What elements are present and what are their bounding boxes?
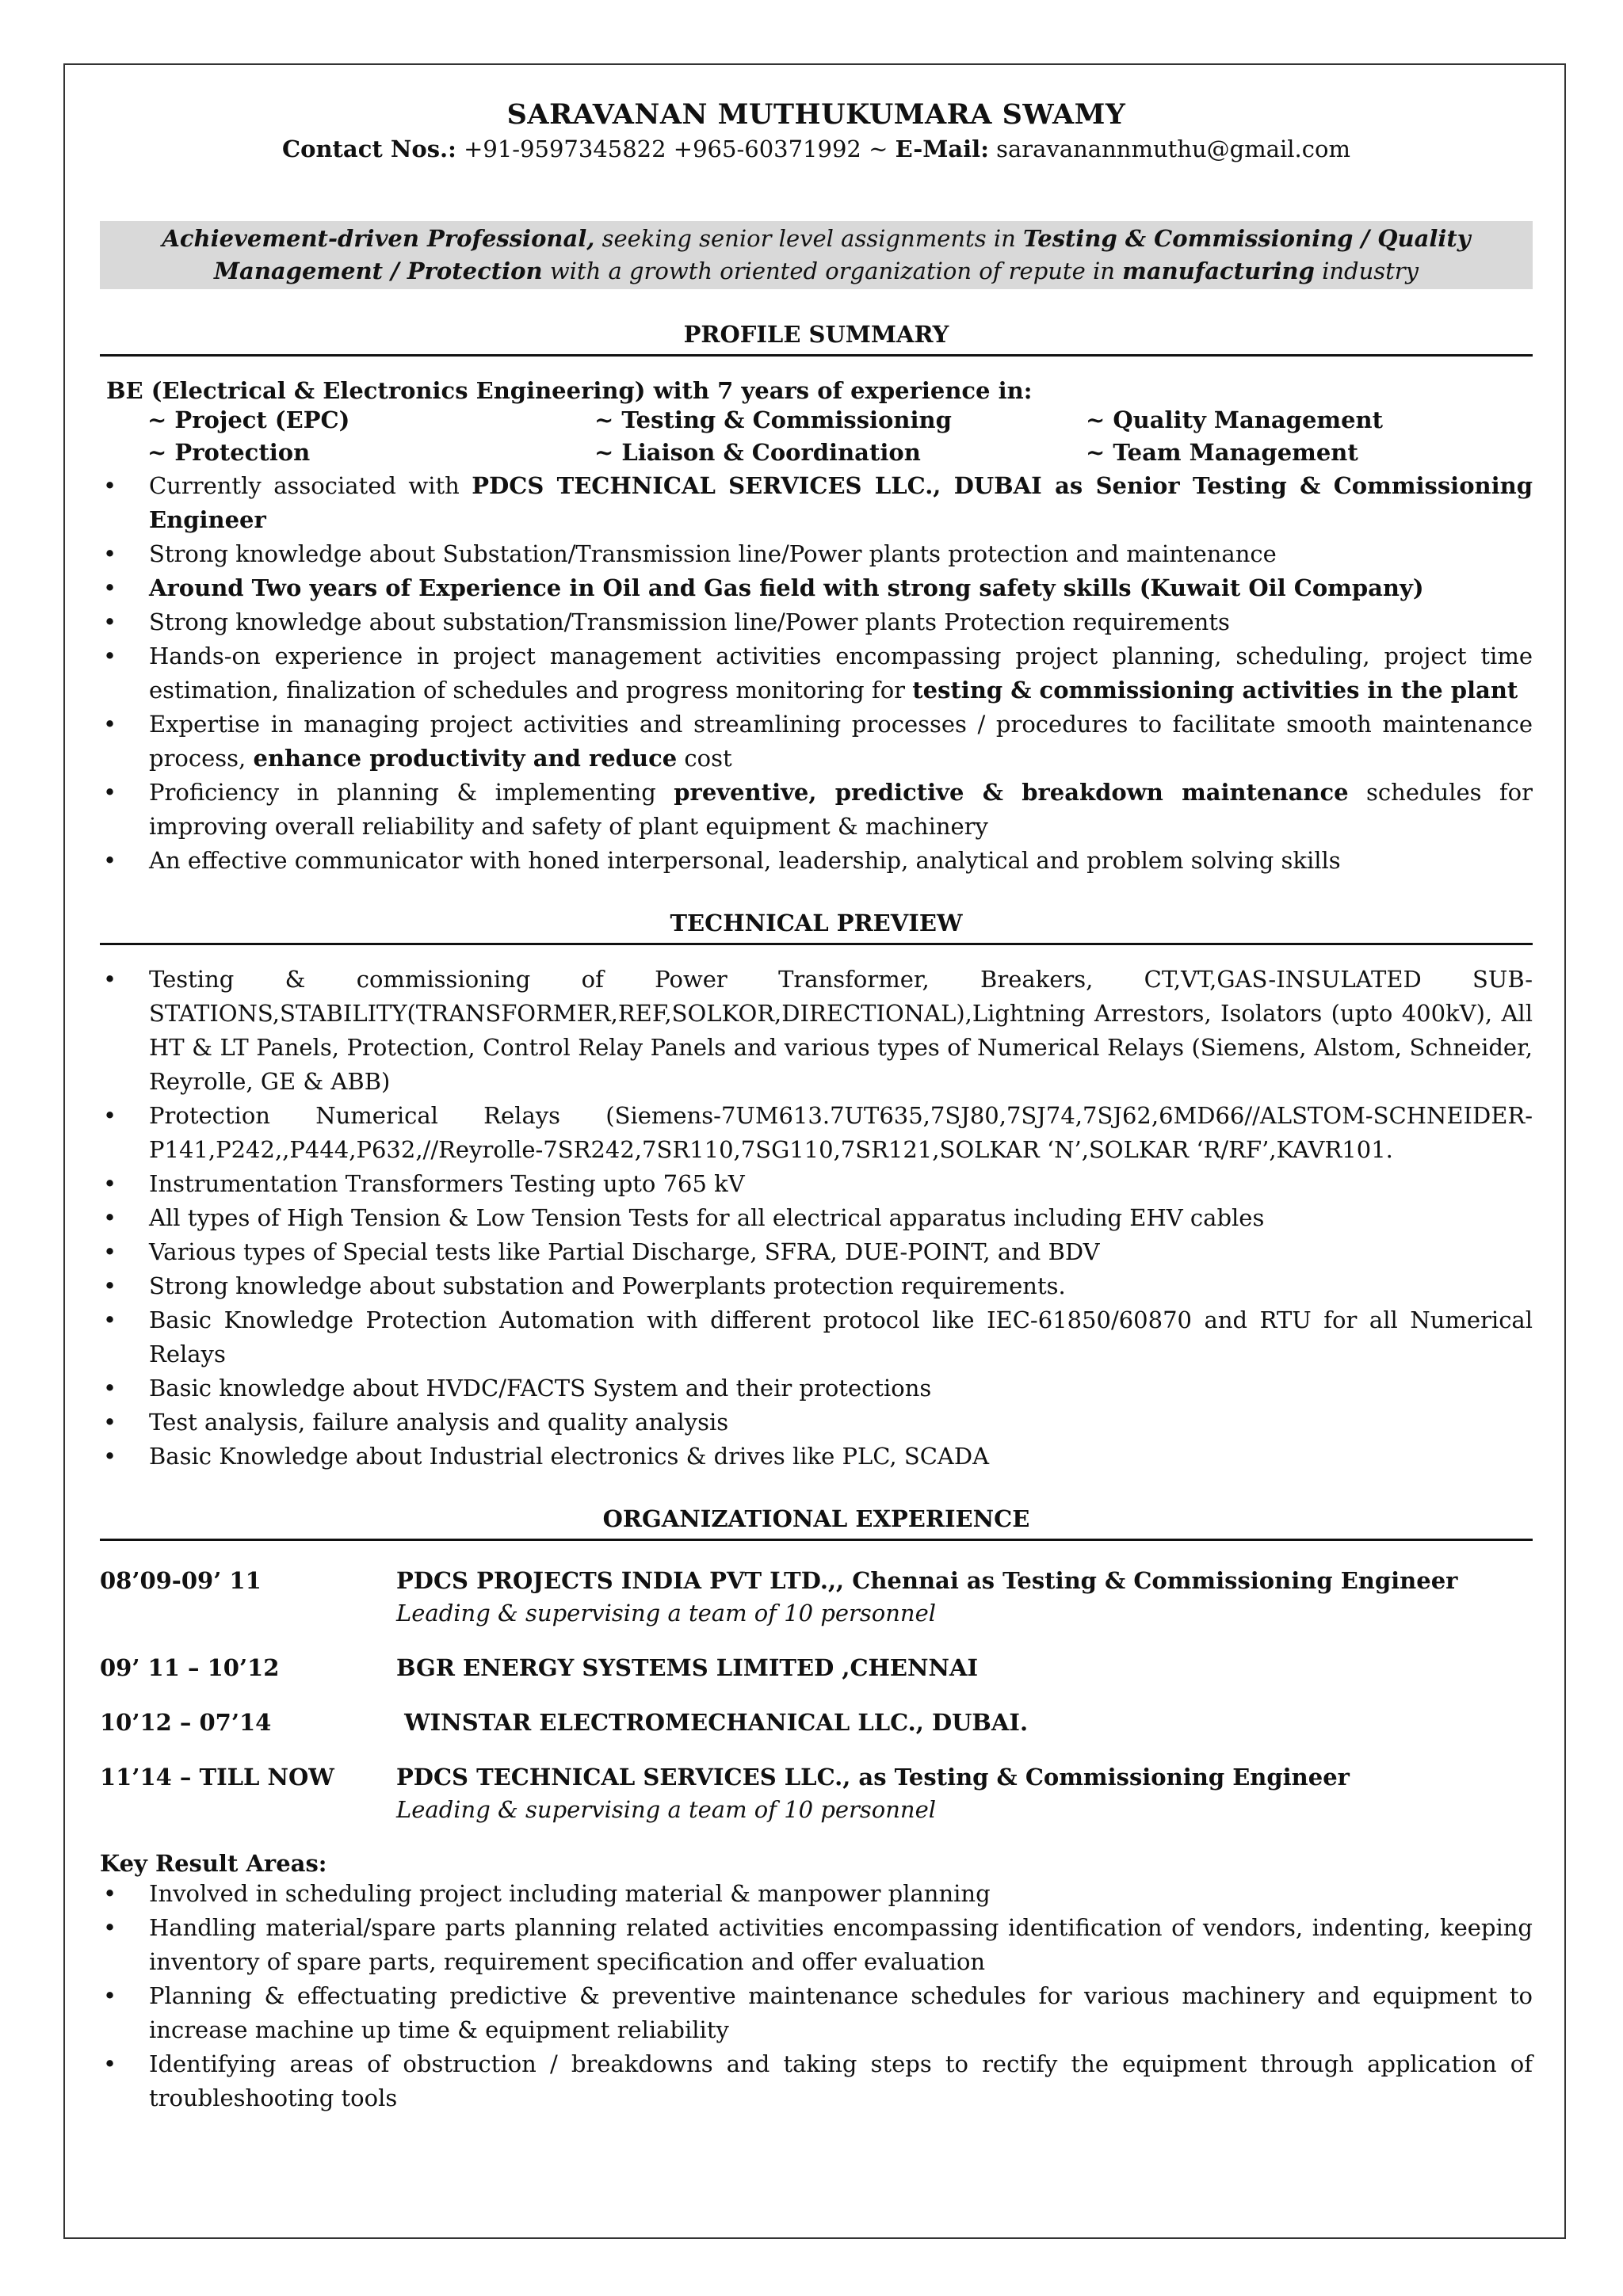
experience-entry [100,1707,1533,1739]
experience-entry [100,1652,1533,1684]
list-item: • Basic Knowledge about Industrial electronics & drives like PLC, SCADA [100,1440,1533,1474]
resume-content [100,97,1533,2115]
profile-summary-list [100,469,1533,878]
list-item: • Basic knowledge about HVDC/FACTS System and their protections [100,1371,1533,1405]
list-item: • Identifying areas of obstruction / breakdowns and taking steps to rectify the equipment through application of troubleshooting tools [100,2047,1533,2115]
list-item: • Expertise in managing project activities and streamlining processes / procedures to facilitate smooth maintenance process, enhance productivity and reduce cost [100,707,1533,776]
list-item: • Around Two years of Experience in Oil and Gas field with strong safety skills (Kuwait Oil Company) [100,571,1533,605]
list-item: • An effective communicator with honed interpersonal, leadership, analytical and problem solving skills [100,844,1533,878]
experience-org: PDCS TECHNICAL SERVICES LLC., as Testing & Commissioning Engineer [396,1764,1350,1791]
section-title-technical-preview: TECHNICAL PREVIEW [100,910,1533,945]
experience-entry [100,1761,1533,1826]
list-item: • Testing & commissioning of Power Transformer, Breakers, CT,VT,GAS-INSULATED SUB-STATIONS,STABILITY(TRANSFORMER,REF,SOLKOR,DIRECTIONAL),Lightning Arrestors, Isolators (upto 400kV), All HT & LT Panels, Protection, Control Relay Panels and various types of Numerical Relays (Siemens, Alstom, Schneider, Reyrolle, GE & ABB) [100,963,1533,1099]
list-item: • Various types of Special tests like Partial Discharge, SFRA, DUE-POINT, and BDV [100,1235,1533,1269]
skill-item: ~ Liaison & Coordination [594,439,921,466]
experience-dates: 10’12 – 07’14 [100,1709,272,1736]
list-item: • Basic Knowledge Protection Automation with different protocol like IEC-61850/60870 and RTU for all Numerical Relays [100,1303,1533,1371]
list-item: • Planning & effectuating predictive & preventive maintenance schedules for various machinery and equipment to increase machine up time & equipment reliability [100,1979,1533,2047]
section-title-profile-summary: PROFILE SUMMARY [100,321,1533,357]
core-skills-grid [100,404,1533,469]
experience-note: Leading & supervising a team of 10 personnel [396,1600,937,1627]
objective-industry: manufacturing [1122,257,1315,284]
objective-fields: Testing & Commissioning / Quality Management / Protection [213,225,1471,284]
list-item: • All types of High Tension & Low Tension Tests for all electrical apparatus including EHV cables [100,1201,1533,1235]
email-address[interactable]: saravanannmuthu@gmail.com [996,135,1350,162]
experience-entry [100,1565,1533,1630]
list-item: • Handling material/spare parts planning related activities encompassing identification of vendors, indenting, keeping inventory of spare parts, requirement specification and offer evaluation [100,1911,1533,1979]
list-item: • Hands-on experience in project management activities encompassing project planning, scheduling, project time estimation, finalization of schedules and progress monitoring for testing & commissioning activities in the plant [100,639,1533,707]
experience-org: BGR ENERGY SYSTEMS LIMITED ,CHENNAI [396,1654,979,1681]
contact-line [100,135,1533,162]
experience-dates: 09’ 11 – 10’12 [100,1654,280,1681]
experience-dates: 11’14 – TILL NOW [100,1764,334,1791]
list-item: • Protection Numerical Relays (Siemens-7UM613.7UT635,7SJ80,7SJ74,7SJ62,6MD66//ALSTOM-SCHNEIDER-P141,P242,,P444,P632,//Reyrolle-7SR242,7SR110,7SG110,7SR121,SOLKAR ‘N’,SOLKAR ‘R/RF’,KAVR101. [100,1099,1533,1167]
list-item: • Currently associated with PDCS TECHNICAL SERVICES LLC., DUBAI as Senior Testing & Commissioning Engineer [100,469,1533,537]
candidate-name: SARAVANAN MUTHUKUMARA SWAMY [506,98,1126,131]
experience-details [396,1652,978,1684]
skill-item: ~ Quality Management [1086,406,1384,433]
resume-page [63,63,1566,2239]
phone-numbers: +91-9597345822 +965-60371992 ~ [464,135,888,162]
list-item: • Strong knowledge about Substation/Transmission line/Power plants protection and maintenance [100,537,1533,571]
list-item: • Proficiency in planning & implementing preventive, predictive & breakdown maintenance schedules for improving overall reliability and safety of plant equipment & machinery [100,776,1533,844]
objective-banner [100,221,1533,289]
objective-text: industry [1314,257,1419,284]
list-item: • Strong knowledge about substation/Transmission line/Power plants Protection requirements [100,605,1533,639]
key-result-areas-title: Key Result Areas: [100,1850,327,1877]
experience-details [396,1565,1457,1630]
email-label: E-Mail: [895,135,989,162]
qualification: BE (Electrical & Electronics Engineering) with 7 years of experience in: [106,377,1033,404]
technical-preview-list [100,963,1533,1474]
skill-item: ~ Team Management [1086,439,1358,466]
experience-details [396,1707,1028,1739]
skill-item: ~ Protection [147,439,311,466]
list-item: • Strong knowledge about substation and Powerplants protection requirements. [100,1269,1533,1303]
skill-item: ~ Project (EPC) [147,406,350,433]
key-result-areas-list [100,1877,1533,2115]
list-item: • Involved in scheduling project including material & manpower planning [100,1877,1533,1911]
experience-details [396,1761,1350,1826]
objective-text: with a growth oriented organization of repute in [542,257,1123,284]
objective-lead: Achievement-driven Professional, [162,225,595,252]
section-title-organizational-experience: ORGANIZATIONAL EXPERIENCE [100,1505,1533,1541]
list-item: • Test analysis, failure analysis and quality analysis [100,1405,1533,1440]
objective-text: seeking senior level assignments in [594,225,1023,252]
contact-label: Contact Nos.: [282,135,456,162]
experience-org: WINSTAR ELECTROMECHANICAL LLC., DUBAI. [396,1709,1029,1736]
experience-dates: 08’09-09’ 11 [100,1567,262,1594]
experience-note: Leading & supervising a team of 10 personnel [396,1796,937,1823]
list-item: • Instrumentation Transformers Testing upto 765 kV [100,1167,1533,1201]
experience-org: PDCS PROJECTS INDIA PVT LTD.,, Chennai as Testing & Commissioning Engineer [396,1567,1458,1594]
skill-item: ~ Testing & Commissioning [594,406,952,433]
